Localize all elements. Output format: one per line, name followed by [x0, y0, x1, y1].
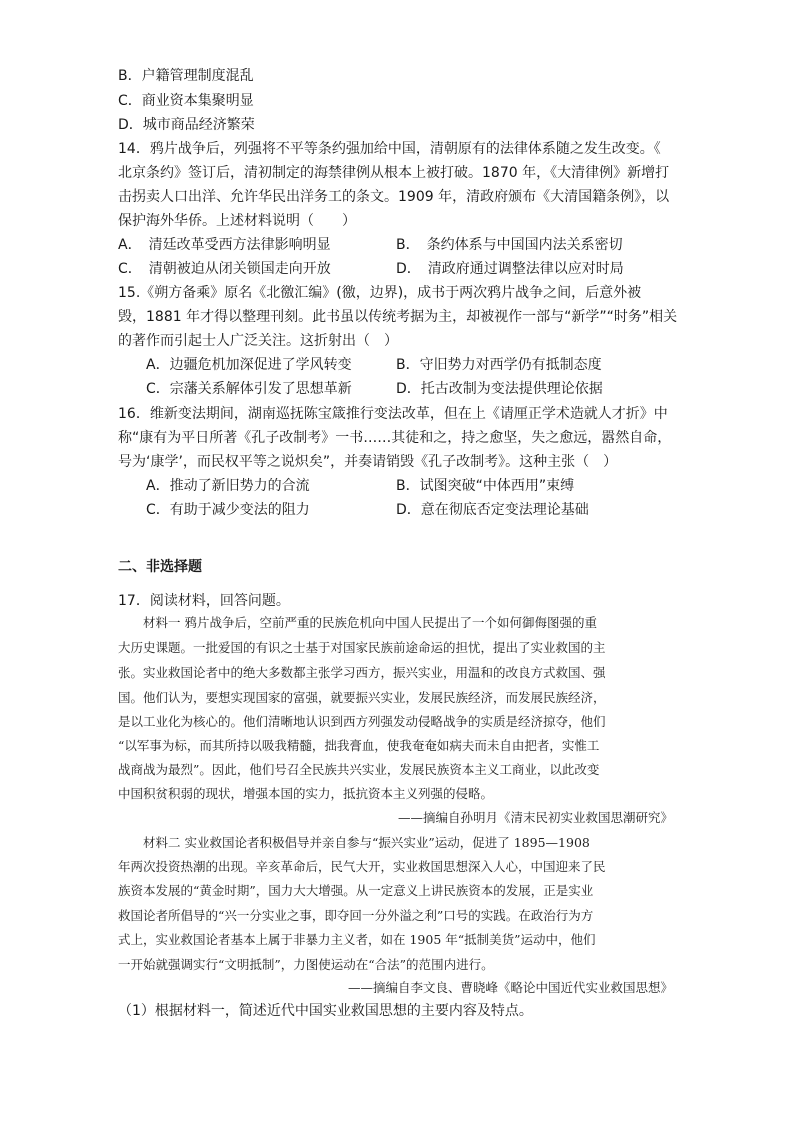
- material-one-line: 中国积贫积弱的现状，增强本国的实力，抵抗资本主义列强的侵略。: [118, 786, 494, 801]
- q14-option-a: A． 清廷改革受西方法律影响明显: [118, 237, 331, 253]
- q16-stem-line: 号为‘康学’，而民权平等之说炽矣”，并奏请销毁《孔子改制考》。这种主张（ ）: [118, 454, 618, 470]
- q15-stem-line: 毁，1881 年才得以整理刊刻。此书虽以传统考据为主，却被视作一部与“新学”“时务”相关: [118, 309, 678, 325]
- q13-option-b: B．户籍管理制度混乱: [118, 68, 254, 84]
- material-two-source: ——摘编自李文良、曹晓峰《略论中国近代实业救国思想》: [347, 980, 673, 995]
- material-one-line: 材料一 鸦片战争后，空前严重的民族危机向中国人民提出了一个如何御侮图强的重: [118, 615, 597, 630]
- q14-option-b: B． 条约体系与中国国内法关系密切: [396, 237, 623, 253]
- material-two-line: 年两次投资热潮的出现。辛亥革命后，民气大开，实业救国思想深入人心，中国迎来了民: [118, 859, 606, 874]
- q15-option-c: C．宗藩关系解体引发了思想革新: [146, 381, 352, 397]
- q17-intro: 17．阅读材料，回答问题。: [118, 593, 290, 609]
- material-two-line: 式上，实业救国论者基本上属于非暴力主义者，如在 1905 年“抵制美货”运动中，他们: [118, 932, 596, 947]
- q15-option-a: A．边疆危机加深促进了学风转变: [146, 357, 352, 373]
- material-one-source: ——摘编自孙明月《清末民初实业救国思潮研究》: [397, 810, 673, 825]
- q16-option-c: C．有助于减少变法的阻力: [146, 502, 310, 518]
- q16-option-d: D．意在彻底否定变法理论基础: [396, 502, 589, 518]
- q14-stem-line: 北京条约》签订后，清初制定的海禁律例从根本上被打破。1870 年，《大清律例》新增打: [118, 165, 670, 181]
- q15-stem-line: 的著作而引起士人广泛关注。这折射出（ ）: [118, 333, 398, 349]
- material-one-line: “以军事为标，而其所持以吸我精髓，拙我膏血，使我奄奄如病夫而未自由把者，实惟工: [118, 738, 600, 753]
- q17-subquestion-1: （1）根据材料一，简述近代中国实业救国思想的主要内容及特点。: [118, 1003, 533, 1019]
- q14-stem-line: 14．鸦片战争后，列强将不平等条约强加给中国，清朝原有的法律体系随之发生改变。《: [118, 141, 661, 157]
- q15-stem-line: 15.《朔方备乘》原名《北徼汇编》(徼，边界)，成书于两次鸦片战争之间，后意外被: [118, 285, 642, 301]
- material-two-line: 一开始就强调实行“文明抵制”，力图使运动在“合法”的范围内进行。: [118, 957, 494, 972]
- q16-option-b: B．试图突破“中体西用”束缚: [396, 478, 575, 494]
- material-two-line: 救国论者所倡导的“兴一分实业之事，即夺回一分外溢之利”口号的实践。在政治行为方: [118, 908, 594, 923]
- q16-stem-line: 称“康有为平日所著《孔子改制考》一书……其徒和之，持之愈坚，失之愈远，嚣然自命，: [118, 430, 672, 446]
- q14-stem-line: 击拐卖人口出洋、允许华民出洋务工的条文。1909 年，清政府颁布《大清国籍条例》，以: [118, 189, 670, 205]
- q13-option-c: C．商业资本集聚明显: [118, 93, 254, 109]
- material-one-line: 国。他们认为，要想实现国家的富强，就要振兴实业，发展民族经济，而发展民族经济，: [118, 690, 606, 705]
- q16-option-a: A．推动了新旧势力的合流: [146, 478, 310, 494]
- material-one-line: 是以工业化为核心的。他们清晰地认识到西方列强发动侵略战争的实质是经济掠夺，他们: [118, 714, 606, 729]
- q14-option-d: D． 清政府通过调整法律以应对时局: [396, 261, 624, 277]
- material-one-line: 大历史课题。一批爱国的有识之士基于对国家民族前途命运的担忧，提出了实业救国的主: [118, 640, 606, 655]
- section-heading: 二、非选择题: [118, 559, 202, 575]
- material-one-line: 张。实业救国论者中的绝大多数都主张学习西方，振兴实业，用温和的改良方式救国、强: [118, 665, 606, 680]
- q14-stem-line: 保护海外华侨。上述材料说明（ ）: [118, 213, 356, 229]
- q15-option-b: B．守旧势力对西学仍有抵制态度: [396, 357, 602, 373]
- material-two-line: 材料二 实业救国论者积极倡导并亲自参与“振兴实业”运动，促进了 1895—1908: [118, 835, 590, 850]
- material-two-line: 族资本发展的“黄金时期”，国力大大增强。从一定意义上讲民族资本的发展，正是实业: [118, 883, 594, 898]
- material-one-line: 战商战为最烈”。因此，他们号召全民族共兴实业，发展民族资本主义工商业，以此改变: [118, 762, 600, 777]
- q13-option-d: D．城市商品经济繁荣: [118, 117, 255, 133]
- q15-option-d: D．托古改制为变法提供理论依据: [396, 381, 603, 397]
- q16-stem-line: 16．维新变法期间，湖南巡抚陈宝箴推行变法改革，但在上《请厘正学术造就人才折》中: [118, 406, 668, 422]
- q14-option-c: C． 清朝被迫从闭关锁国走向开放: [118, 261, 331, 277]
